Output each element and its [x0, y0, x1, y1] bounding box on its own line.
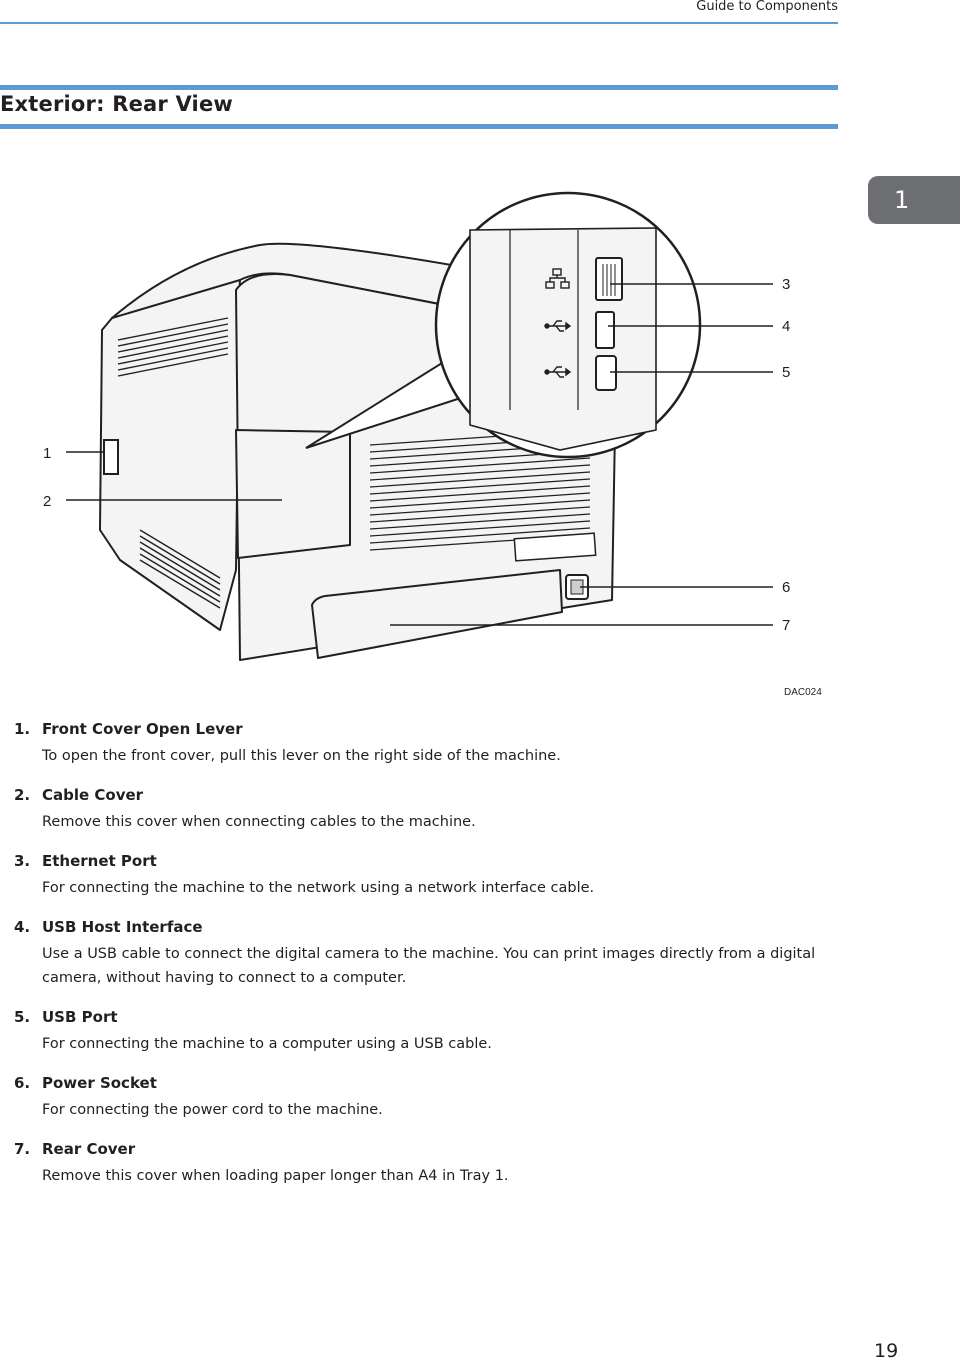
item-title: Rear Cover [42, 1140, 136, 1158]
section-rule-top [0, 85, 838, 90]
figure-id: DAC024 [784, 687, 822, 698]
item-number: 6. [14, 1074, 31, 1092]
item-title: USB Host Interface [42, 918, 203, 936]
list-item [0, 1002, 830, 1056]
header-rule [0, 22, 838, 24]
list-item [0, 846, 830, 900]
item-description: For connecting the machine to a computer using a USB cable. [42, 1036, 492, 1052]
usb-device-port-shape [596, 356, 616, 390]
callout-1: 1 [43, 445, 52, 462]
list-item [0, 912, 830, 990]
item-number: 7. [14, 1140, 31, 1158]
item-description: Remove this cover when connecting cables to the machine. [42, 814, 476, 830]
page-number: 19 [874, 1340, 899, 1362]
callout-3: 3 [782, 276, 791, 293]
section-title: Exterior: Rear View [0, 92, 233, 116]
cable-cover-shape [236, 430, 350, 558]
item-description: To open the front cover, pull this lever on the right side of the machine. [42, 748, 561, 764]
item-description: Remove this cover when loading paper longer than A4 in Tray 1. [42, 1168, 509, 1184]
section-rule-bottom [0, 124, 838, 129]
callout-7: 7 [782, 617, 791, 634]
item-title: Power Socket [42, 1074, 157, 1092]
item-description: For connecting the power cord to the machine. [42, 1102, 383, 1118]
item-number: 5. [14, 1008, 31, 1026]
list-item [0, 714, 830, 768]
item-title: USB Port [42, 1008, 118, 1026]
usb-host-port-shape [596, 312, 614, 348]
list-item [0, 780, 830, 834]
list-item [0, 1068, 830, 1122]
item-title: Cable Cover [42, 786, 144, 804]
ethernet-port-shape [596, 258, 622, 300]
item-number: 4. [14, 918, 31, 936]
running-header: Guide to Components [696, 0, 838, 14]
item-description: For connecting the machine to the network using a network interface cable. [42, 880, 595, 896]
list-item [0, 1134, 830, 1188]
callout-2: 2 [43, 493, 52, 510]
item-number: 1. [14, 720, 31, 738]
label-plate [514, 533, 595, 561]
port-panel [470, 228, 656, 450]
chapter-number: 1 [894, 186, 910, 214]
front-cover-lever-shape [104, 440, 118, 474]
callout-5: 5 [782, 364, 791, 381]
item-title: Front Cover Open Lever [42, 720, 243, 738]
callout-4: 4 [782, 318, 791, 335]
chapter-tab [868, 176, 960, 224]
component-list [0, 714, 830, 1200]
item-number: 3. [14, 852, 31, 870]
callout-6: 6 [782, 579, 791, 596]
printer-illustration [0, 150, 840, 710]
printer-rear-view-figure [0, 150, 840, 710]
item-number: 2. [14, 786, 31, 804]
printer-side-panel [100, 270, 240, 630]
item-description: Use a USB cable to connect the digital camera to the machine. You can print images directly from a digital camera, without having to connect to a computer. [42, 946, 816, 986]
item-title: Ethernet Port [42, 852, 157, 870]
